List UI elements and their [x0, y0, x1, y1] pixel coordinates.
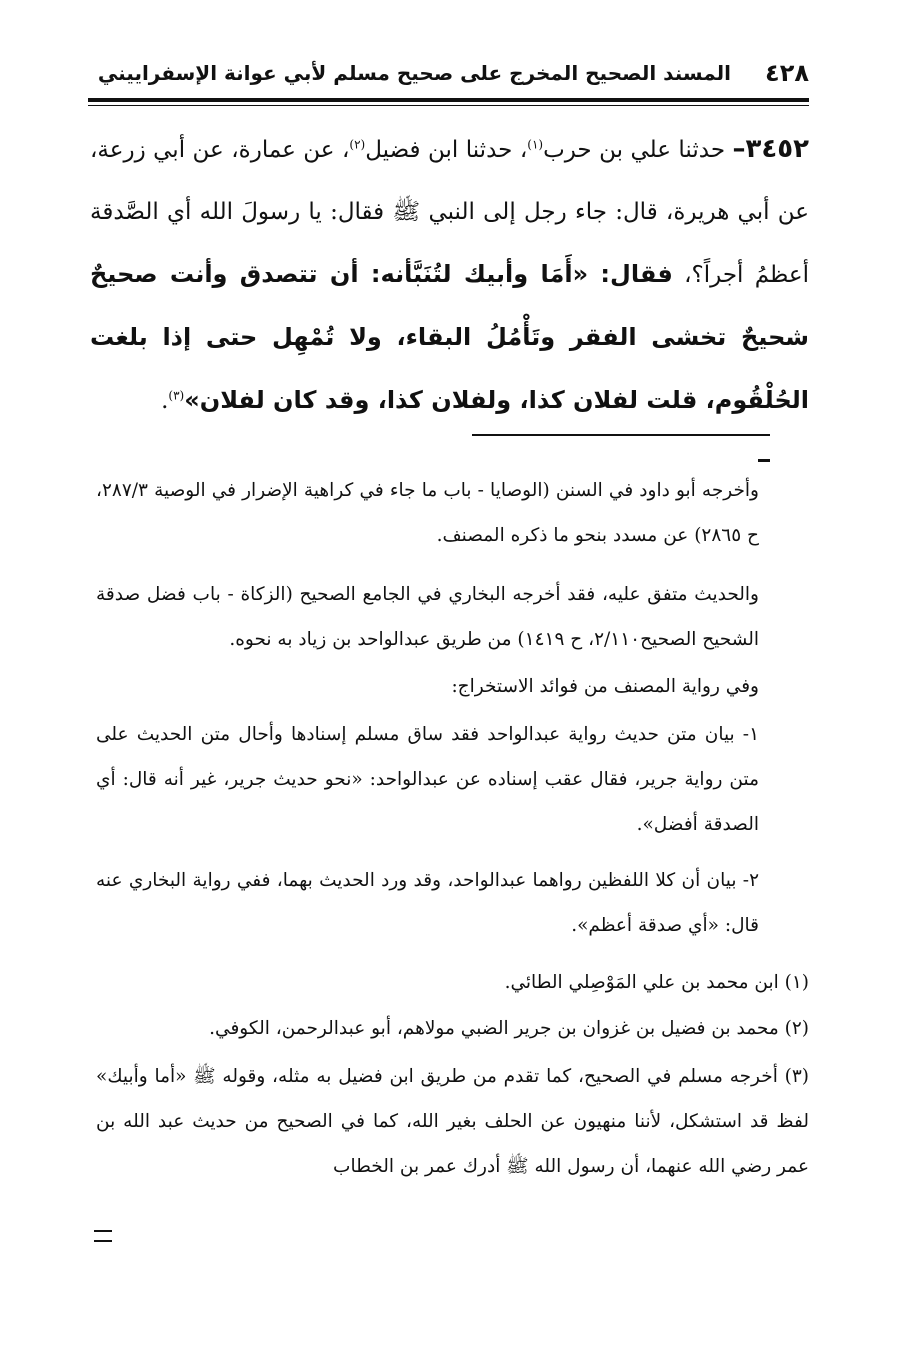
footnote-ref-1: (١): [527, 137, 544, 152]
page-header: [88, 55, 809, 95]
header-rule-thick: [88, 98, 809, 102]
hadith-text-2: ، حدثنا ابن فضيل: [365, 137, 528, 163]
footnote-separator: [472, 434, 770, 436]
running-title: المسند الصحيح المخرج على صحيح مسلم لأبي عوانة الإسفراييني: [97, 61, 731, 85]
hadith-end: .: [161, 388, 169, 414]
hadith-text: [90, 118, 809, 432]
hadith-text-3: ، عن عمارة، عن أبي زرعة، عن أبي هريرة، قال: جاء رجل إلى النبي ﷺ فقال: يا رسولَ الله أي الصَّدقة أعظمُ أجراً؟،: [90, 137, 809, 288]
footnote-2: (٢) محمد بن فضيل بن غزوان بن جرير الضبي مولاهم، أبو عبدالرحمن، الكوفي.: [209, 1018, 809, 1039]
footnote-ref-3: (٣): [168, 388, 185, 403]
footnote-paragraph-2: والحديث متفق عليه، فقد أخرجه البخاري في الجامع الصحيح (الزكاة - باب فضل صدقة الشحيح الصحيح٢/١١٠، ح ١٤١٩) من طريق عبدالواحد بن زياد به نحوه.: [96, 584, 759, 650]
page-end-mark: [94, 1230, 112, 1242]
hadith-dash: –: [732, 134, 746, 164]
footnote-3: (٣) أخرجه مسلم في الصحيح، كما تقدم من طريق ابن فضيل به مثله، وقوله ﷺ «أما وأبيك» لفظ قد استشكل، لأننا منهيون عن الحلف بغير الله، كما في الصحيح من حديث عبد الله بن عمر رضي الله عنهما، أن رسول الله ﷺ أدرك عمر بن الخطاب: [96, 1066, 809, 1177]
footnote-paragraph-4: ١- بيان متن حديث رواية عبدالواحد فقد ساق مسلم إسنادها وأحال متن الحديث على متن رواية جرير، فقال عقب إسناده عن عبدالواحد: «نحو حديث جرير، غير أنه قال: أي الصدقة أفضل».: [96, 724, 759, 835]
footnote-paragraph-3: وفي رواية المصنف من فوائد الاستخراج:: [451, 676, 759, 697]
footnote-1: (١) ابن محمد بن علي المَوْصِلي الطائي.: [504, 972, 809, 993]
hadith-matn-bold: فقال: «أَمَا وأبيك لتُنَبَّأنه: أن تتصدق وأنت صحيحٌ شحيحٌ تخشى الفقر وتَأْمُلُ البقاء، ولا تُمْهِل حتى إذا بلغت الحُلْقُوم، قلت لفلان كذا، ولفلان كذا، وقد كان لفلان»: [90, 260, 809, 414]
footnote-paragraph-1: وأخرجه أبو داود في السنن (الوصايا - باب ما جاء في كراهية الإضرار في الوصية ٢٨٧/٣، ح ٢٨٦٥) عن مسدد بنحو ما ذكره المصنف.: [96, 480, 759, 546]
hadith-number: ٣٤٥٢: [745, 134, 809, 164]
page-number: ٤٢٨: [765, 59, 809, 87]
footnote-paragraph-5: ٢- بيان أن كلا اللفظين رواهما عبدالواحد، وقد ورد الحديث بهما، ففي رواية البخاري عنه قال: «أي صدقة أعظم».: [96, 870, 759, 936]
hadith-text-1: حدثنا علي بن حرب: [543, 137, 733, 163]
footnote-ref-2: (٢): [349, 137, 366, 152]
continuation-mark: [758, 459, 770, 462]
header-rule-thin: [88, 105, 809, 106]
